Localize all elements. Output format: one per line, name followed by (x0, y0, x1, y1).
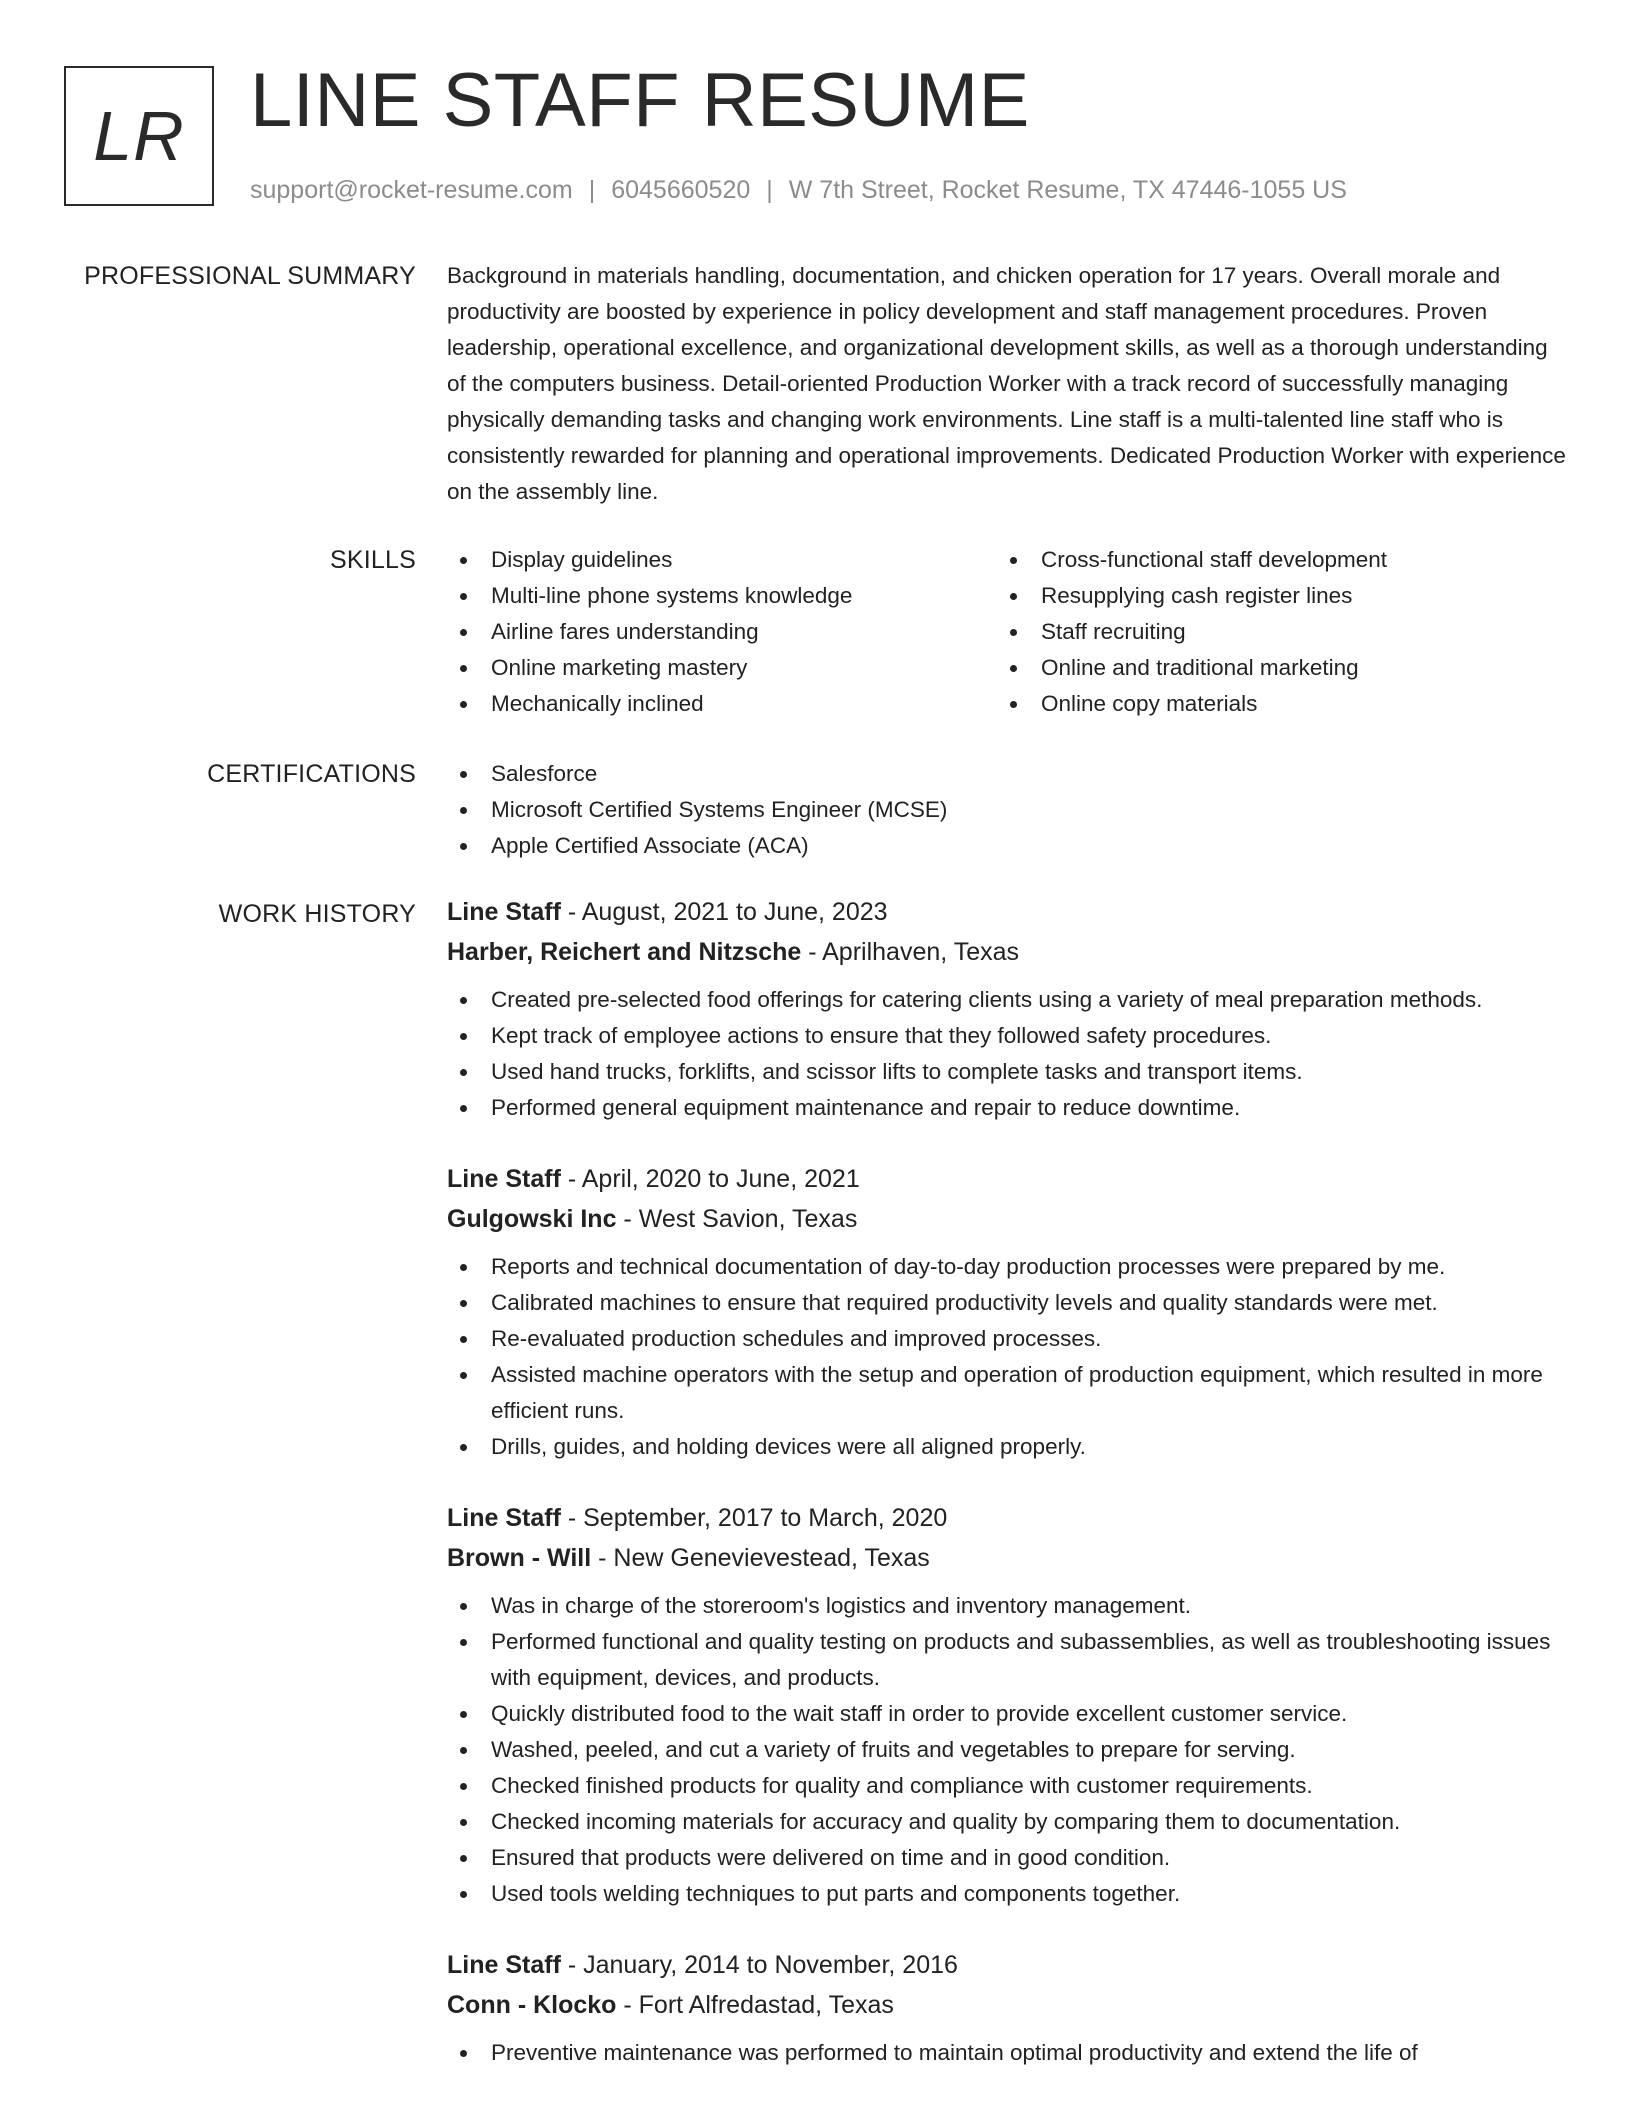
certification-item: Apple Certified Associate (ACA) (447, 828, 1567, 864)
job-title: Line Staff (447, 1504, 561, 1532)
skill-item: Airline fares understanding (447, 614, 997, 650)
contact-phone: 6045660520 (611, 176, 751, 204)
skills-body (447, 542, 1567, 722)
job-bullet: Reports and technical documentation of day-to-day production processes were prepared by me. (447, 1249, 1567, 1285)
monogram-initials: LR (93, 97, 185, 175)
job-bullets (447, 1249, 1567, 1465)
job-bullet: Performed general equipment maintenance and repair to reduce downtime. (447, 1090, 1567, 1126)
resume-title: LINE STAFF RESUME (250, 58, 1030, 143)
job-bullet: Assisted machine operators with the setup and operation of production equipment, which resulted in more efficient runs. (447, 1357, 1567, 1429)
skill-item: Mechanically inclined (447, 686, 997, 722)
job-location: - Fort Alfredastad, Texas (616, 1991, 894, 2019)
job-bullet: Re-evaluated production schedules and improved processes. (447, 1321, 1567, 1357)
skill-item: Online marketing mastery (447, 650, 997, 686)
job-dates: - September, 2017 to March, 2020 (560, 1504, 948, 1532)
certification-item: Microsoft Certified Systems Engineer (MCSE) (447, 792, 1567, 828)
job-bullets (447, 1588, 1567, 1912)
job-bullet: Calibrated machines to ensure that required productivity levels and quality standards were met. (447, 1285, 1567, 1321)
skills-list-right (997, 542, 1547, 722)
job-title-line (447, 1159, 1567, 1199)
summary-body (447, 258, 1567, 510)
job-location: - Aprilhaven, Texas (801, 938, 1020, 966)
job-bullet: Used tools welding techniques to put parts and components together. (447, 1876, 1567, 1912)
job-bullet: Preventive maintenance was performed to maintain optimal productivity and extend the life of (447, 2035, 1567, 2071)
skills-columns (447, 542, 1567, 722)
job-dates: - January, 2014 to November, 2016 (560, 1951, 958, 1979)
job-title: Line Staff (447, 898, 561, 926)
job-bullet: Created pre-selected food offerings for catering clients using a variety of meal preparation methods. (447, 982, 1567, 1018)
skill-item: Online copy materials (997, 686, 1547, 722)
skill-item: Online and traditional marketing (997, 650, 1547, 686)
job-bullet: Used hand trucks, forklifts, and scissor lifts to complete tasks and transport items. (447, 1054, 1567, 1090)
certifications-list (447, 756, 1567, 864)
certification-item: Salesforce (447, 756, 1567, 792)
job-company: Conn - Klocko (447, 1991, 617, 2019)
contact-separator: | (766, 176, 773, 204)
skill-item: Display guidelines (447, 542, 997, 578)
job-bullet: Performed functional and quality testing on products and subassemblies, as well as troubleshooting issues with equipment, devices, and products. (447, 1624, 1567, 1696)
job-company: Brown - Will (447, 1544, 592, 1572)
certifications-body (447, 756, 1567, 864)
job-bullet: Was in charge of the storeroom's logistics and inventory management. (447, 1588, 1567, 1624)
summary-label: PROFESSIONAL SUMMARY (84, 262, 416, 290)
job-company: Harber, Reichert and Nitzsche (447, 938, 802, 966)
job-bullet: Ensured that products were delivered on time and in good condition. (447, 1840, 1567, 1876)
job-title-line (447, 892, 1567, 932)
contact-separator: | (588, 176, 596, 204)
work-history-body (447, 892, 1567, 2104)
contact-address: W 7th Street, Rocket Resume, TX 47446-1055 US (788, 176, 1347, 204)
contact-line (250, 172, 1347, 208)
job-title-line (447, 1945, 1567, 1985)
monogram-box (64, 66, 214, 206)
job-company-line (447, 1985, 1567, 2025)
job-title-line (447, 1498, 1567, 1538)
job-dates: - August, 2021 to June, 2023 (560, 898, 888, 926)
skills-label: SKILLS (330, 546, 416, 574)
job-bullet: Quickly distributed food to the wait staff in order to provide excellent customer service. (447, 1696, 1567, 1732)
job-entry (447, 1945, 1567, 2071)
job-company-line (447, 932, 1567, 972)
job-entry (447, 1498, 1567, 1912)
job-entry (447, 892, 1567, 1126)
job-company-line (447, 1538, 1567, 1578)
job-company-line (447, 1199, 1567, 1239)
skills-list-left (447, 542, 997, 722)
job-location: - West Savion, Texas (616, 1205, 858, 1233)
skill-item: Cross-functional staff development (997, 542, 1547, 578)
job-bullet: Washed, peeled, and cut a variety of fruits and vegetables to prepare for serving. (447, 1732, 1567, 1768)
certifications-label: CERTIFICATIONS (207, 760, 416, 788)
skill-item: Multi-line phone systems knowledge (447, 578, 997, 614)
job-bullets (447, 2035, 1567, 2071)
skill-item: Resupplying cash register lines (997, 578, 1547, 614)
job-bullet: Checked finished products for quality and compliance with customer requirements. (447, 1768, 1567, 1804)
job-company: Gulgowski Inc (447, 1205, 617, 1233)
job-bullets (447, 982, 1567, 1126)
job-title: Line Staff (447, 1165, 561, 1193)
job-bullet: Checked incoming materials for accuracy and quality by comparing them to documentation. (447, 1804, 1567, 1840)
job-dates: - April, 2020 to June, 2021 (560, 1165, 860, 1193)
skill-item: Staff recruiting (997, 614, 1547, 650)
job-bullet: Kept track of employee actions to ensure that they followed safety procedures. (447, 1018, 1567, 1054)
job-location: - New Genevievestead, Texas (591, 1544, 930, 1572)
work-history-label: WORK HISTORY (218, 900, 416, 928)
summary-text: Background in materials handling, documentation, and chicken operation for 17 years. Overall morale and productivity are boosted by experience in policy development and staff management procedures. Proven leadership, operational excellence, and organizational development skills, as well as a thorough understanding of the computers business. Detail-oriented Production Worker with a track record of successfully managing physically demanding tasks and changing work environments. Line staff is a multi-talented line staff who is consistently rewarded for planning and operational improvements. Dedicated Production Worker with experience on the assembly line. (447, 263, 1566, 504)
job-title: Line Staff (447, 1951, 561, 1979)
job-entry (447, 1159, 1567, 1465)
contact-email: support@rocket-resume.com (250, 176, 573, 204)
job-bullet: Drills, guides, and holding devices were all aligned properly. (447, 1429, 1567, 1465)
